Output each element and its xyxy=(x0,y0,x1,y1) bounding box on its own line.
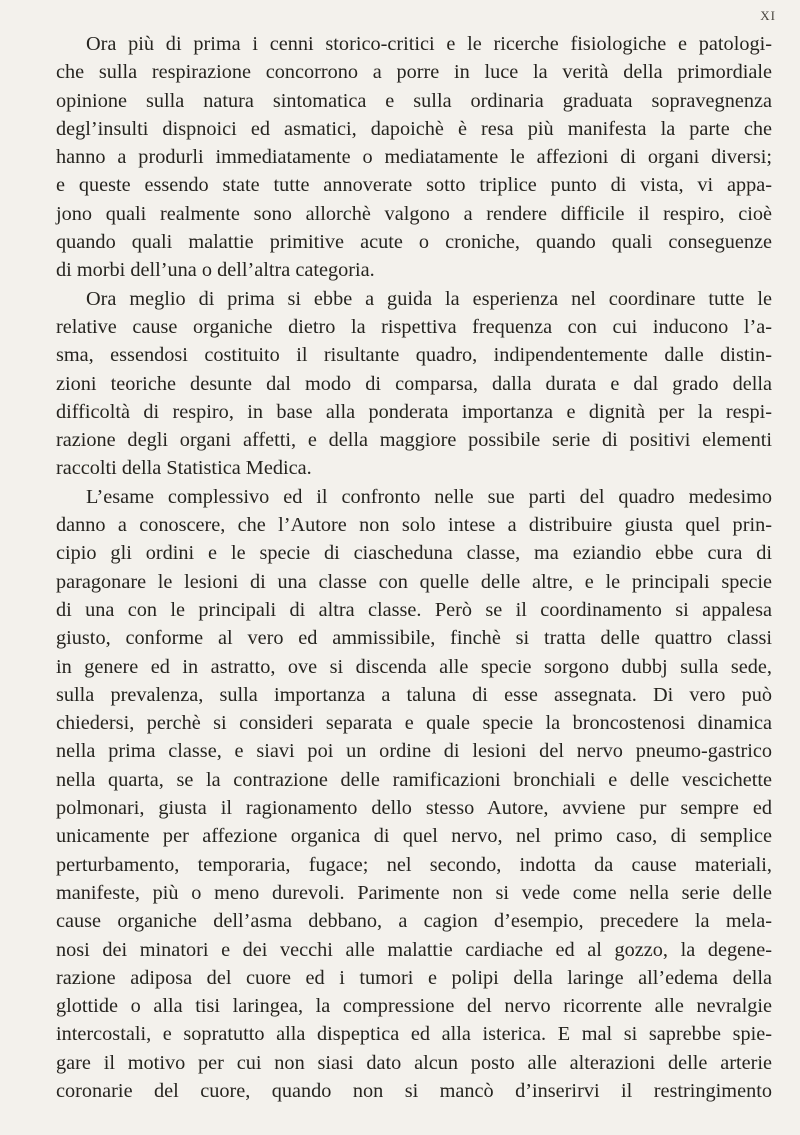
text-line: Ora più di prima i cenni storico-critici e le ricerche fisiologiche e patologi- xyxy=(86,33,772,55)
text-line: polmonari, giusta il ragionamento dello stesso Autore, avviene pur sempre ed xyxy=(56,797,772,820)
text-line: L’esame complessivo ed il confronto nelle sue parti del quadro medesimo xyxy=(86,485,772,508)
text-line: nosi dei minatori e dei vecchi alle malattie cardiache ed al gozzo, la degene- xyxy=(56,938,772,961)
text-line: opinione sulla natura sintomatica e sulla ordinaria graduata sopravegnenza xyxy=(56,89,772,112)
text-line: cipio gli ordini e le specie di ciascheduna classe, ma eziandio ebbe cura di xyxy=(56,542,772,565)
text-line: razione degli organi affetti, e della maggiore possibile serie di positivi elementi xyxy=(56,429,772,452)
text-line: razione adiposa del cuore ed i tumori e polipi della laringe all’edema della xyxy=(56,966,772,989)
text-line: gare il motivo per cui non siasi dato alcun posto alle alterazioni delle arterie xyxy=(56,1051,772,1074)
text-line: di morbi dell’una o dell’altra categoria. xyxy=(56,259,375,282)
text-line: zioni teoriche desunte dal modo di comparsa, dalla durata e dal grado della xyxy=(56,372,772,395)
text-line: difficoltà di respiro, in base alla ponderata importanza e dignità per la respi- xyxy=(56,400,772,423)
page-number: XI xyxy=(760,8,776,23)
text-line: raccolti della Statistica Medica. xyxy=(56,457,312,480)
text-line: coronarie del cuore, quando non si mancò d’inserirvi il restringimento xyxy=(56,1079,772,1102)
text-line: danno a conoscere, che l’Autore non solo intese a distribuire giusta quel prin- xyxy=(56,514,772,537)
text-line: nella quarta, se la contrazione delle ramificazioni bronchiali e delle vescichette xyxy=(56,768,772,791)
text-line: hanno a produrli immediatamente o mediatamente le affezioni di organi diversi; xyxy=(56,146,772,169)
text-line: manifeste, più o meno durevoli. Parimente non si vede come nella serie delle xyxy=(56,881,772,904)
paragraph xyxy=(56,30,772,285)
text-line: di una con le principali di altra classe. Però se il coordinamento si appalesa xyxy=(56,598,772,621)
text-line: relative cause organiche dietro la rispettiva frequenza con cui inducono l’a- xyxy=(56,315,772,338)
text-line: degl’insulti dispnoici ed asmatici, dapoichè è resa più manifesta la parte che xyxy=(56,117,772,140)
text-line: giusto, conforme al vero ed ammissibile, finchè si tratta delle quattro classi xyxy=(56,627,772,650)
body-text xyxy=(56,30,772,1105)
text-line: e queste essendo state tutte annoverate sotto triplice punto di vista, vi appa- xyxy=(56,174,772,197)
paragraph xyxy=(56,483,772,1106)
text-line: perturbamento, temporaria, fugace; nel secondo, indotta da cause materiali, xyxy=(56,853,772,876)
text-line: che sulla respirazione concorrono a porre in luce la verità della primordiale xyxy=(56,61,772,84)
text-line: unicamente per affezione organica di quel nervo, nel primo caso, di semplice xyxy=(56,825,772,848)
text-line: quando quali malattie primitive acute o croniche, quando quali conseguenze xyxy=(56,231,772,254)
text-line: in genere ed in astratto, ove si discenda alle specie sorgono dubbj sulla sede, xyxy=(56,655,772,678)
text-line: jono quali realmente sono allorchè valgono a rendere difficile il respiro, cioè xyxy=(56,202,772,225)
text-line: Ora meglio di prima si ebbe a guida la esperienza nel coordinare tutte le xyxy=(86,287,772,310)
text-line: sulla prevalenza, sulla importanza a taluna di esse assegnata. Di vero può xyxy=(56,683,772,706)
text-line: paragonare le lesioni di una classe con quelle delle altre, e le principali specie xyxy=(56,570,772,593)
text-line: chiedersi, perchè si consideri separata e quale specie la broncostenosi dinamica xyxy=(56,712,772,735)
text-line: cause organiche dell’asma debbano, a cagion d’esempio, precedere la mela- xyxy=(56,910,772,933)
paragraph xyxy=(56,285,772,483)
text-line: intercostali, e sopratutto alla dispeptica ed alla isterica. E mal si saprebbe spie- xyxy=(56,1023,772,1046)
text-line: glottide o alla tisi laringea, la compressione del nervo ricorrente alle nevralgie xyxy=(56,995,772,1018)
text-line: sma, essendosi costituito il risultante quadro, indipendentemente dalle distin- xyxy=(56,344,772,367)
text-line: nella prima classe, e siavi poi un ordine di lesioni del nervo pneumo-gastrico xyxy=(56,740,772,763)
